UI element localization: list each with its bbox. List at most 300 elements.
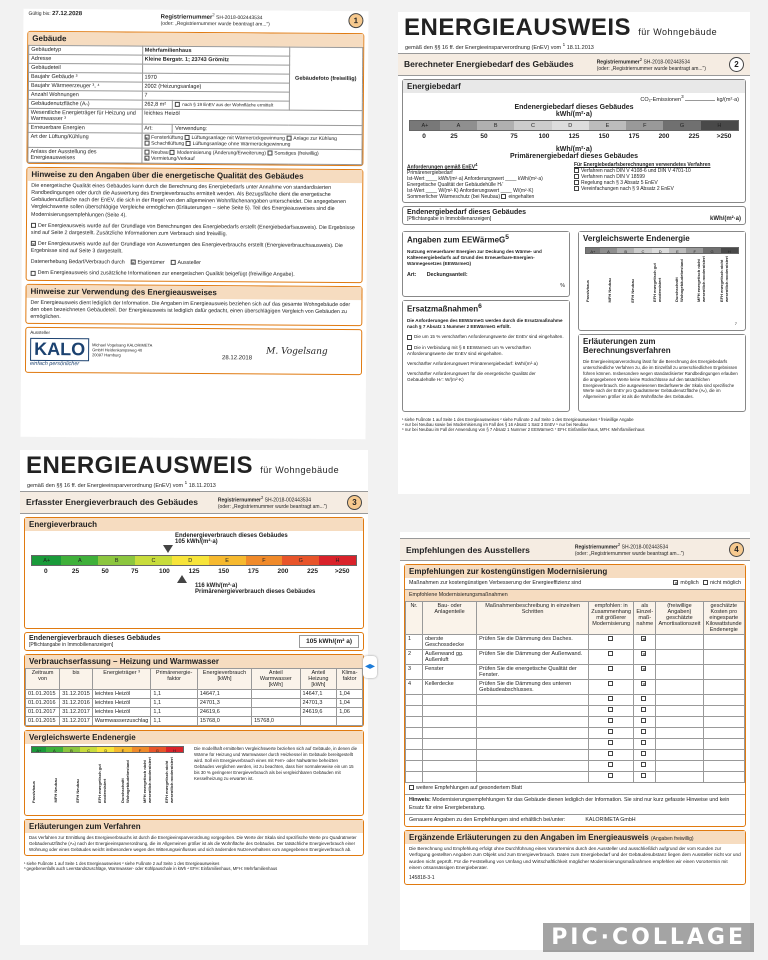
issuer-label: Aussteller [30, 329, 51, 335]
chevron-left-right-icon[interactable]: ◂▸ [363, 656, 377, 678]
demand-header: Energiebedarf [403, 80, 745, 93]
checkbox[interactable] [144, 141, 149, 146]
table-row [406, 680, 745, 695]
box-sub: [Pflichtangabe in Immobilienanzeigen] [29, 641, 114, 648]
table-cell[interactable] [589, 695, 634, 706]
table-cell: 1,04 [337, 698, 363, 707]
scale-bar-p3 [31, 555, 357, 566]
table-cell[interactable] [589, 728, 634, 739]
checkbox[interactable] [608, 666, 613, 671]
checkbox[interactable]: × [31, 241, 35, 248]
table-cell [656, 739, 703, 750]
scale-class-6: F [246, 556, 283, 565]
data-collection-label: Datenerhebung Bedarf/Verbrauch durch [30, 259, 125, 266]
checkbox[interactable] [501, 194, 506, 199]
page3-title [20, 450, 368, 480]
checkbox[interactable]: × [642, 637, 646, 644]
table-cell[interactable] [634, 650, 656, 665]
table-cell[interactable] [589, 772, 634, 783]
scale-class-1: A [440, 121, 477, 130]
page-2 [398, 12, 750, 494]
table-cell [477, 750, 589, 761]
table-cell: Prüfen Sie die Dämmung des unteren Gebäudeabschlusses. [477, 680, 589, 695]
row-label: Gebäudetyp [29, 45, 143, 55]
page-1 [21, 9, 369, 439]
scale-tick: 75 [131, 567, 139, 575]
reg-sup: 2 [617, 542, 621, 548]
table-cell: 1,1 [151, 698, 198, 707]
col-header: Zeitraum von [26, 668, 60, 689]
row-value: Art: [142, 124, 173, 133]
table-row [26, 698, 363, 707]
scale-class-3: C [514, 121, 551, 130]
req-unit: W/(m²·K) [513, 188, 534, 195]
row-label: Anlass der Ausstellung des Energieausweises [28, 147, 142, 163]
table-cell[interactable] [589, 717, 634, 728]
table-cell [656, 680, 703, 695]
table-cell: 4 [406, 680, 423, 695]
table-row [406, 706, 745, 717]
checkbox[interactable]: × [642, 682, 646, 689]
title-suffix: für Wohngebäude [260, 465, 340, 475]
reason-option: Neubau [151, 149, 169, 156]
comparison-label: MFH Neubau [607, 277, 613, 303]
table-cell[interactable] [634, 739, 656, 750]
table-row [406, 635, 745, 650]
building-header: Gebäude [28, 32, 363, 47]
scale-bar-p2 [409, 120, 739, 131]
reason-option: Modernisierung (Änderung/Erweiterung) [176, 149, 266, 157]
ersatz-unit: W/(m²·K) [445, 377, 464, 383]
table-cell: 15768,0 [252, 716, 300, 725]
scale-ticks-p3 [31, 568, 357, 575]
scale-tick: >250 [716, 132, 732, 140]
checkbox[interactable] [608, 773, 613, 778]
subtitle-sup: 1 [562, 42, 566, 47]
scale-class-0: A+ [32, 747, 46, 752]
col-header: geschätzte Kosten pro eingesparte Kilowattstunde Endenergie [703, 602, 744, 635]
checkbox[interactable] [641, 707, 646, 712]
recording-table-body [26, 689, 363, 725]
table-cell[interactable] [589, 739, 634, 750]
scale-tick: 0 [44, 567, 48, 575]
ersatz-section [402, 300, 570, 412]
checkbox[interactable]: × [642, 667, 646, 674]
table-cell[interactable] [634, 635, 656, 650]
more-info-label: Genauere Angaben zu den Empfehlungen sind erhältlich bei/unter: [409, 816, 566, 823]
ersatz-row: Verschärfter Anforderungswert für die energetische Qualität der Gebäudehülle Hₜ': [407, 371, 536, 383]
scale-class-5: E [669, 248, 686, 253]
comparison-label: MFH energetisch nicht wesentlich modernisiert [696, 256, 707, 303]
table-cell[interactable] [634, 728, 656, 739]
table-cell[interactable] [589, 761, 634, 772]
primary-marker-row [25, 575, 363, 583]
checkbox[interactable] [407, 335, 412, 340]
checkbox[interactable] [641, 696, 646, 701]
table-cell: 3 [406, 665, 423, 680]
checkbox[interactable] [407, 345, 412, 350]
footnote: ⁶ nur bei Neubau im Fall der Anwendung von § 7 Absatz 1 Nummer 2 EEWärmeG ⁷ EFH: Einfamilienhaus, MFH: Mehrfamilienhaus [402, 427, 645, 433]
scale-tick: 175 [247, 567, 259, 575]
scale-tick: 100 [538, 132, 550, 140]
col-header: Primärenergie-faktor [151, 668, 198, 689]
page1-header [23, 9, 368, 30]
scale-class-1: A [600, 248, 617, 253]
checkbox[interactable] [608, 729, 613, 734]
scale-tick: 175 [628, 132, 640, 140]
eewaermeg-section [402, 231, 570, 297]
table-cell [477, 695, 589, 706]
page-4 [400, 532, 750, 950]
additional-sub: (Angaben freiwillig) [651, 835, 694, 842]
vent-option: Schachtlüftung [151, 140, 185, 147]
scale-class-5: E [209, 556, 246, 565]
ersatz-option: Die in Verbindung mit § 8 EEWärmeG um % verschärften Anforderungswerte der EnEV sind eingehalten. [407, 344, 531, 356]
req-row: Ist-Wert [407, 176, 425, 183]
end-demand-label: Endenergiebedarf dieses Gebäudes [514, 103, 634, 111]
row-value: 2002 (Heizungsanlage) [142, 82, 289, 92]
table-cell [406, 772, 423, 783]
row-label: Gebäudeteil [29, 63, 143, 73]
more-info-value: KALORIMETA GmbH [585, 816, 636, 823]
additional-header: Ergänzende Erläuterungen zu den Angaben im Energieausweis [409, 832, 649, 842]
ersatz-row: Verschärfter Anforderungswert Primärenergiebedarf: [407, 360, 514, 366]
reg-label: Registriernummer [596, 59, 640, 66]
scale-class-0: A+ [410, 121, 440, 130]
vent-option: Anlage zur Kühlung [293, 135, 337, 142]
checkbox[interactable] [641, 773, 646, 778]
table-cell [477, 772, 589, 783]
checkbox[interactable] [171, 260, 176, 265]
table-cell[interactable] [634, 717, 656, 728]
checkbox[interactable] [286, 136, 291, 141]
table-cell: 1,1 [151, 689, 198, 698]
row-value: Mehrfamilienhaus [142, 46, 289, 56]
table-cell[interactable] [589, 706, 634, 717]
comparison-label: Passivhaus [585, 280, 590, 303]
tagline: einfach persönlicher [29, 360, 80, 368]
comparison-label: EFH Neubau [629, 278, 635, 303]
checkbox[interactable] [267, 151, 272, 156]
table-row [406, 650, 745, 665]
table-row [406, 728, 745, 739]
row-value: Kleine Bergstr. 1; 23743 Grömitz [142, 55, 289, 65]
checkbox[interactable] [641, 729, 646, 734]
issuer-address: Michael Vogelsang KALORIMETA GmbH Heidenkampsweg 40 20097 Hamburg [92, 342, 153, 358]
checkbox[interactable] [608, 718, 613, 723]
reg-number: SH-2018-002443534 [621, 544, 669, 551]
comparison-label: Durchschnitt Wohngebäudebestand [119, 760, 130, 803]
checkbox[interactable] [641, 762, 646, 767]
checkbox[interactable] [574, 186, 579, 191]
checkbox[interactable] [574, 174, 579, 179]
checkbox[interactable] [144, 150, 149, 155]
scale-class-5: E [114, 747, 131, 752]
scale-class-4: D [552, 121, 589, 130]
table-cell[interactable] [589, 665, 634, 680]
table-cell [300, 716, 337, 725]
modernisation-question: Maßnahmen zur kostengünstigen Verbesserung der Energieeffizienz sind [409, 580, 582, 586]
end-total-unit: kWh/(m²·a) [710, 216, 741, 223]
checkbox[interactable] [574, 180, 579, 185]
table-cell [477, 717, 589, 728]
req-ist: W/(m²·K) Anforderungswert [438, 188, 500, 195]
checkbox[interactable] [186, 141, 191, 146]
page-number-badge: 2 [729, 57, 744, 72]
table-cell: 14647,1 [197, 689, 251, 698]
scale-class-4: D [652, 248, 669, 253]
table-cell[interactable] [634, 695, 656, 706]
explanation-header: Erläuterungen zum Verfahren [25, 820, 363, 833]
table-cell [703, 750, 744, 761]
checkbox[interactable]: × [145, 135, 149, 142]
recording-section [24, 654, 364, 727]
table-cell: 1,04 [337, 689, 363, 698]
possible-label: möglich [680, 580, 699, 586]
section-title: Empfehlungen des Ausstellers [406, 544, 530, 555]
hints-section [26, 167, 364, 283]
table-cell [703, 728, 744, 739]
table-cell [703, 635, 744, 650]
checkbox[interactable] [608, 751, 613, 756]
comparison-labels-p3 [25, 755, 190, 803]
table-cell: 01.01.2015 [26, 689, 60, 698]
req-row: Energetische Qualität der Gebäudehülle Hₜ' [407, 182, 504, 189]
valid-until-date: 27.12.2028 [52, 11, 83, 18]
table-cell: leichtes Heizöl [92, 689, 151, 698]
table-cell [337, 716, 363, 725]
row-label: Adresse [29, 54, 143, 64]
reg-note: (oder: „Registriernummer wurde beantragt am...“) [217, 503, 328, 510]
page3-subtitle [20, 480, 368, 491]
scale-class-1: A [46, 747, 63, 752]
table-cell [656, 635, 703, 650]
table-cell: 01.01.2016 [26, 698, 60, 707]
scale-tick: 200 [658, 132, 670, 140]
checkbox[interactable] [608, 762, 613, 767]
reg-note: (oder: „Registriernummer wurde beantragt am...“) [160, 20, 270, 28]
table-cell[interactable] [589, 750, 634, 761]
page2-title [398, 12, 750, 42]
subtitle: gemäß den §§ 16 ff. der Energieeinsparverordnung (EnEV) vom [27, 482, 184, 489]
method-label: Für Energiebedarfsberechnungen verwendetes Verfahren [574, 161, 711, 168]
table-cell: 24619,6 [197, 707, 251, 716]
col-header: Nr. [406, 602, 423, 635]
checkbox[interactable]: × [144, 156, 148, 163]
checkbox[interactable] [608, 681, 613, 686]
checkbox[interactable] [608, 636, 613, 641]
checkbox[interactable] [641, 718, 646, 723]
explanation-text: Das Verfahren zur Ermittlung des Energieverbrauchs ist durch die Energieeinsparverordnung vorgegeben. Die Werte der Skala sind spezifische Werte pro Quadratmeter Gebäudenutzfläche (Aₙ) nach der Energieeinsparverordnung, die im Allgemeinen größer ist als die Wohnfläche des Gebäudes. Der tatsächliche Energieverbrauch einer Wohnung oder eines Gebäudes weicht insbesondere wegen des Witterungseinflusses und sich ändernden Nutzerverhaltens vom angegebenen Energieverbrauch ab. [29, 834, 357, 852]
scale-class-3: C [80, 747, 97, 752]
table-cell: Prüfen Sie die energetische Qualität der Fenster. [477, 665, 589, 680]
scale-class-7: G [149, 747, 166, 752]
table-cell [656, 761, 703, 772]
col-header: Bau- oder Anlagenteile [422, 602, 476, 635]
table-cell [406, 750, 423, 761]
table-cell [422, 728, 476, 739]
comparison-note: 7 [734, 321, 737, 327]
comparison-label: EFH Neubau [75, 779, 81, 803]
checkbox[interactable] [703, 580, 708, 585]
table-cell[interactable] [634, 772, 656, 783]
title: ENERGIEAUSWEIS [26, 452, 254, 479]
scale-class-0: A+ [32, 556, 61, 565]
table-cell [703, 665, 744, 680]
checkbox[interactable] [608, 651, 613, 656]
table-cell[interactable] [589, 635, 634, 650]
table-cell [656, 695, 703, 706]
building-section [26, 31, 364, 166]
checkbox[interactable] [31, 223, 36, 228]
table-cell: Prüfen Sie die Dämmung der Außenwand. [477, 650, 589, 665]
vent-option: Lüftungsanlage mit Wärmerückgewinnung [191, 134, 285, 142]
comparison-label: EFH energetisch gut modernisiert [97, 763, 108, 803]
scale-class-8: H [166, 747, 183, 752]
ersatz-text: Die Anforderungen des EEWärmeG werden durch die Ersatzmaßnahme nach § 7 Absatz 1 Nummer 2 EEWärmeG erfüllt. [407, 317, 563, 330]
checkbox[interactable] [574, 168, 579, 173]
row-label: Gebäudenutzfläche (Aₙ) [28, 99, 142, 109]
table-cell[interactable] [634, 750, 656, 761]
row-value: leichtes Heizöl [142, 109, 363, 126]
scale-class-8: H [319, 556, 356, 565]
scale-tick: 225 [688, 132, 700, 140]
table-row [406, 761, 745, 772]
checkbox[interactable] [641, 740, 646, 745]
reg-label: Registriernummer [160, 14, 213, 21]
checkbox[interactable] [175, 102, 180, 107]
additional-text: Die Berechnung und Empfehlung erfolgt ohne Durchführung eines Vorortermins durch den Aussteller und ausschließlich aufgrund der vom Kunden zur Verfügung gestellten Angaben zum Objekt und zum Energieverbrauch. Daten zum Energiebedarf und der Gebäudesubstanz liegen dem Aussteller nicht vor und wurden nicht geprüft. Für die Feststellung von Umfang und Wirtschaftlichkeit möglicher Modernisierungsmaßnahmen empfehlen wir einen Vorortermin mit einem ortsansässigen Energieberater. [409, 845, 741, 870]
table-cell [406, 695, 423, 706]
checkbox[interactable] [170, 150, 175, 155]
reg-label: Registriernummer [574, 544, 618, 551]
table-cell [422, 706, 476, 717]
building-table [27, 45, 363, 165]
req-row: Ist-Wert [407, 188, 425, 195]
table-cell [656, 650, 703, 665]
vent-option: Lüftungsanlage ohne Wärmerückgewinnung [192, 140, 291, 148]
row-value: 1970 [142, 73, 289, 83]
comparison-header: Vergleichswerte Endenergie [579, 232, 745, 245]
document-number: 145818-3-1 [409, 875, 435, 882]
checkbox[interactable] [641, 751, 646, 756]
table-row [406, 739, 745, 750]
checkbox[interactable] [31, 270, 36, 275]
scale-tick: >250 [334, 567, 350, 575]
issuer-option: Aussteller [177, 260, 201, 267]
col-header: empfohlen: in Zusammenhang mit größerer Modernisierung [589, 602, 634, 635]
scale-class-4: D [97, 747, 114, 752]
page3-footnotes [20, 859, 368, 874]
scale-tick: 50 [101, 567, 109, 575]
checkbox[interactable] [409, 785, 414, 790]
reg-label: Registriernummer [217, 497, 261, 504]
eew-col2: Deckungsanteil: [426, 271, 468, 278]
comparison-section-p3 [24, 730, 364, 816]
comparison-labels-p2 [579, 256, 745, 302]
consumption-section [24, 517, 364, 629]
unit-label: kWh/(m²·a) [555, 110, 593, 118]
reg-number: SH-2018-002443534 [264, 497, 312, 504]
checkbox[interactable]: × [131, 260, 135, 267]
table-cell[interactable] [634, 680, 656, 695]
table-cell [477, 706, 589, 717]
checkbox[interactable] [184, 135, 189, 140]
col-header: Klima-faktor [337, 668, 363, 689]
reg-note: (oder: „Registriernummer wurde beantragt am...“) [574, 550, 685, 557]
pic-collage-watermark: PIC·COLLAGE [543, 923, 754, 952]
reg-number: SH-2018-002443534 [643, 59, 690, 66]
table-header-row [406, 602, 745, 635]
table-cell [406, 739, 423, 750]
primary-consumption-marker [177, 575, 187, 583]
checkbox[interactable] [608, 696, 613, 701]
pct-label: % [560, 282, 565, 289]
page2-subtitle [398, 42, 750, 53]
table-cell[interactable] [634, 761, 656, 772]
table-cell[interactable] [589, 680, 634, 695]
end-consumption-label: Endenergieverbrauch dieses Gebäudes [175, 532, 288, 539]
proof-sup: 4 [475, 161, 478, 167]
hints-text: Die energetische Qualität eines Gebäudes kann durch die Berechnung des Energiebedarfs unter Annahme von standardisierten Randbedingungen oder durch die Auswertung des Energieverbrauchs ermittelt werden. Als Bezugsfläche dient die energetische Gebäudenutzfläche nach der EnEV, die sich in der Regel von den allgemeinen Wohnflächenangaben unterscheidet. Die angegebenen Vergleichswerte sollen überschlägige Vergleiche ermöglichen (Erläuterungen – siehe Seite 5). Teil des Energieausweises sind die Modernisierungsempfehlungen (Seite 4). [31, 182, 346, 219]
table-cell: 1,06 [337, 707, 363, 716]
reg-sup: 2 [212, 12, 215, 18]
comparison-label: Durchschnitt Wohngebäudebestand [674, 259, 685, 303]
table-cell: 1,1 [151, 707, 198, 716]
req-row: Primärenergiebedarf [407, 170, 453, 177]
table-cell [406, 728, 423, 739]
page3-section-bar [20, 491, 368, 514]
table-cell [703, 650, 744, 665]
row-label: Erneuerbare Energien [28, 123, 142, 133]
checkbox[interactable] [608, 707, 613, 712]
checkbox[interactable]: × [642, 652, 646, 659]
table-cell [703, 772, 744, 783]
checkbox[interactable]: × [674, 581, 678, 588]
checkbox[interactable] [608, 740, 613, 745]
table-cell: 01.01.2017 [26, 707, 60, 716]
table-cell: 24701,3 [197, 698, 251, 707]
mini-scale-p3 [31, 746, 184, 753]
scale-class-7: G [703, 248, 720, 253]
page-number-badge: 4 [729, 542, 744, 557]
col-header: Anteil Heizung [kWh] [300, 668, 337, 689]
req-row: Sommerlicher Wärmeschutz (bei Neubau) [407, 194, 501, 201]
more-recommendations: weitere Empfehlungen auf gesondertem Blatt [416, 785, 523, 792]
table-cell [422, 750, 476, 761]
ersatz-sup: 6 [478, 303, 482, 311]
table-cell[interactable] [634, 665, 656, 680]
table-cell [703, 761, 744, 772]
table-cell: 24619,6 [300, 707, 337, 716]
method-option: Regelung nach § 3 Absatz 5 EnEV [581, 179, 658, 186]
reg-sup: 2 [639, 57, 643, 62]
scale-tick: 25 [450, 132, 458, 140]
primary-consumption-label: Primärenergieverbrauch dieses Gebäudes [195, 588, 316, 595]
table-cell: 1 [406, 635, 423, 650]
scale-ticks-p2 [409, 133, 739, 140]
vent-option: Fensterlüftung [151, 134, 184, 141]
table-cell[interactable] [589, 650, 634, 665]
explanation-text: Die Energieeinsparverordnung lässt für die Berechnung des Energiebedarfs unterschiedliche Verfahren zu, die im Einzelfall zu unterschiedlichen Ergebnissen führen können. Insbesondere wegen standardisierter Randbedingungen erlauben die angegebenen Werte keine Rückschlüsse auf den tatsächlichen Energieverbrauch. Die ausgewiesenen Bedarfswerte der Skala sind spezifische Werte nach der EnEV pro Quadratmeter Gebäudenutzfläche (Aₙ), die im Allgemeinen größer ist als die Wohnfläche des Gebäudes. [583, 359, 738, 400]
method-option: Verfahren nach DIN V 18599 [581, 173, 645, 180]
ersatz-header: Ersatzmaßnahmen [407, 304, 479, 314]
method-option: Vereinfachungen nach § 9 Absatz 2 EnEV [581, 185, 674, 192]
table-cell [477, 728, 589, 739]
table-cell [422, 772, 476, 783]
table-cell [656, 728, 703, 739]
table-cell[interactable] [634, 706, 656, 717]
